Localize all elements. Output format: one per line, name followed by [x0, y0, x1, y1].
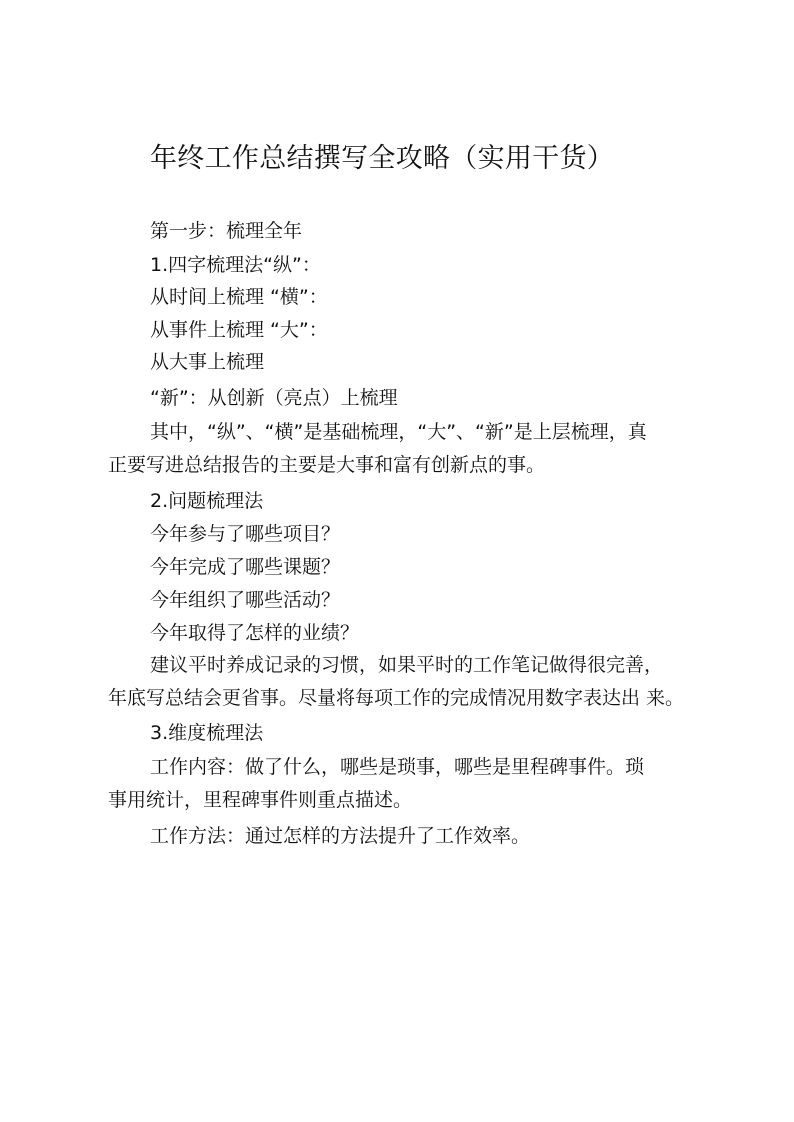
- paragraph-line: 从时间上梳理 “横”：: [150, 286, 328, 308]
- paragraph-line: 从大事上梳理: [150, 351, 265, 373]
- paragraph-line: 建议平时养成记录的习惯，如果平时的工作笔记做得很完善，: [150, 654, 664, 676]
- paragraph-line: 从事件上梳理 “大”：: [150, 319, 328, 341]
- paragraph-line: 工作内容：做了什么，哪些是琐事，哪些是里程碑事件。琐: [150, 756, 645, 778]
- paragraph-line: 其中，“纵”、“横”是基础梳理，“大”、“新”是上层梳理，真: [150, 421, 647, 443]
- paragraph-line: 正要写进总结报告的主要是大事和富有创新点的事。: [108, 454, 546, 476]
- method-heading-2: 2.问题梳理法: [150, 490, 264, 512]
- question-line: 今年参与了哪些项目？: [150, 523, 341, 545]
- paragraph-line: 事用统计，里程碑事件则重点描述。: [108, 789, 413, 811]
- document-title: 年终工作总结撰写全攻略（实用干货）: [150, 143, 615, 174]
- step-heading: 第一步：梳理全年: [150, 220, 303, 242]
- question-line: 今年完成了哪些课题？: [150, 556, 341, 578]
- question-line: 今年取得了怎样的业绩？: [150, 622, 360, 644]
- question-line: 今年组织了哪些活动？: [150, 589, 341, 611]
- paragraph-line: “新”：从创新（亮点）上梳理: [150, 387, 398, 409]
- method-heading-1: 1.四字梳理法“纵”：: [150, 254, 321, 276]
- paragraph-line: 年底写总结会更省事。尽量将每项工作的完成情况用数字表达出 来。: [108, 687, 685, 709]
- paragraph-line: 工作方法：通过怎样的方法提升了工作效率。: [150, 825, 531, 847]
- method-heading-3: 3.维度梳理法: [150, 722, 264, 744]
